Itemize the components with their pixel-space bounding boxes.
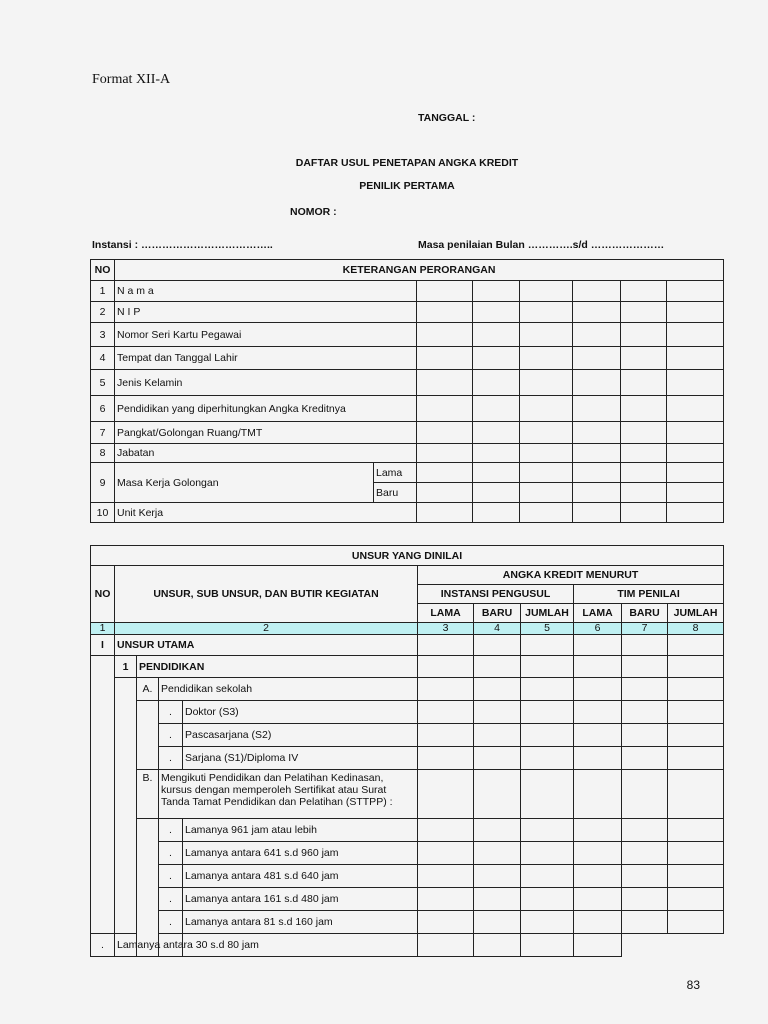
cell[interactable] [520, 396, 573, 422]
cell[interactable] [473, 422, 520, 444]
cell[interactable] [473, 396, 520, 422]
cell[interactable] [621, 370, 667, 396]
cell[interactable] [668, 724, 724, 747]
table-row [91, 347, 724, 370]
cell[interactable] [474, 656, 521, 678]
cell[interactable] [622, 656, 668, 678]
b-label: B. [137, 770, 159, 819]
index-cell: 3 [418, 623, 474, 635]
cell[interactable] [417, 463, 473, 483]
dot: . [91, 934, 115, 957]
cell[interactable] [473, 444, 520, 463]
cell[interactable] [521, 888, 574, 911]
index-cell: 4 [474, 623, 521, 635]
row-no: 5 [91, 370, 115, 396]
cell[interactable] [521, 934, 574, 957]
row-no: 10 [91, 503, 115, 523]
jumlah-header: JUMLAH [521, 604, 574, 623]
cell[interactable] [521, 747, 574, 770]
spacer-cell [115, 678, 137, 934]
row-label: Tempat dan Tanggal Lahir [115, 347, 417, 370]
cell[interactable] [574, 819, 622, 842]
cell[interactable] [668, 635, 724, 656]
b-item: Lamanya antara 30 s.d 80 jam [115, 934, 137, 957]
spacer-cell [137, 819, 159, 957]
cell[interactable] [667, 323, 724, 347]
cell[interactable] [520, 444, 573, 463]
cell[interactable] [574, 770, 622, 819]
cell[interactable] [668, 656, 724, 678]
cell[interactable] [417, 444, 473, 463]
cell[interactable] [668, 865, 724, 888]
row-no: 2 [91, 302, 115, 323]
cell[interactable] [622, 678, 668, 701]
table-row [91, 635, 724, 656]
table-row [91, 302, 724, 323]
cell[interactable] [520, 463, 573, 483]
cell[interactable] [418, 747, 474, 770]
baru-header: BARU [622, 604, 668, 623]
cell[interactable] [667, 463, 724, 483]
cell[interactable] [621, 444, 667, 463]
cell[interactable] [418, 724, 474, 747]
cell[interactable] [573, 302, 621, 323]
cell[interactable] [417, 370, 473, 396]
cell[interactable] [574, 701, 622, 724]
cell[interactable] [573, 370, 621, 396]
b-item: Lamanya antara 81 s.d 160 jam [183, 911, 418, 934]
b-text: Mengikuti Pendidikan dan Pelatihan Kedinasan, kursus dengan memperoleh Sertifikat atau Surat Tanda Tamat Pendidikan dan Pelatihan (STTPP) : [159, 770, 418, 819]
row-label: Pangkat/Golongan Ruang/TMT [115, 422, 417, 444]
row-label: Pendidikan yang diperhitungkan Angka Kreditnya [115, 396, 417, 422]
cell[interactable] [520, 370, 573, 396]
cell[interactable] [418, 888, 474, 911]
cell[interactable] [621, 422, 667, 444]
sub-label-lama: Lama [374, 463, 417, 483]
cell[interactable] [574, 635, 622, 656]
table-row [91, 865, 724, 888]
cell[interactable] [521, 911, 574, 934]
unsur-utama-label: UNSUR UTAMA [115, 635, 418, 656]
cell[interactable] [418, 678, 474, 701]
b-item: Lamanya 961 jam atau lebih [183, 819, 418, 842]
b-item: Lamanya antara 161 s.d 480 jam [183, 888, 418, 911]
cell[interactable] [573, 463, 621, 483]
table-row [91, 323, 724, 347]
cell[interactable] [474, 724, 521, 747]
dot: . [159, 888, 183, 911]
baru-header: BARU [474, 604, 521, 623]
index-cell: 5 [521, 623, 574, 635]
col-no-header: NO [91, 566, 115, 623]
table-row [91, 444, 724, 463]
table-row [91, 911, 724, 934]
col-unsur-header: UNSUR, SUB UNSUR, DAN BUTIR KEGIATAN [115, 566, 418, 623]
unsur-table [90, 545, 724, 957]
row-no: 3 [91, 323, 115, 347]
cell[interactable] [574, 934, 622, 957]
cell[interactable] [574, 842, 622, 865]
a-text: Pendidikan sekolah [159, 678, 418, 701]
index-cell: 1 [91, 623, 115, 635]
table-row [91, 396, 724, 422]
pendidikan-no: 1 [115, 656, 137, 678]
cell[interactable] [418, 819, 474, 842]
table-row [91, 770, 724, 819]
row-label: Jenis Kelamin [115, 370, 417, 396]
cell[interactable] [622, 747, 668, 770]
table-row [91, 463, 724, 483]
nomor-label: NOMOR : [290, 206, 337, 218]
cell[interactable] [418, 934, 474, 957]
dot: . [159, 911, 183, 934]
cell[interactable] [622, 865, 668, 888]
lama-header: LAMA [574, 604, 622, 623]
cell[interactable] [474, 678, 521, 701]
cell[interactable] [417, 503, 473, 523]
sub-label-baru: Baru [374, 483, 417, 503]
cell[interactable] [667, 302, 724, 323]
col-no-header: NO [91, 260, 115, 281]
cell[interactable] [574, 911, 622, 934]
cell[interactable] [622, 724, 668, 747]
cell[interactable] [474, 770, 521, 819]
a-item: Pascasarjana (S2) [183, 724, 418, 747]
angka-kredit-header: ANGKA KREDIT MENURUT [418, 566, 724, 585]
cell[interactable] [573, 281, 621, 302]
cell[interactable] [621, 347, 667, 370]
row-label: Nomor Seri Kartu Pegawai [115, 323, 417, 347]
cell[interactable] [521, 819, 574, 842]
cell[interactable] [521, 635, 574, 656]
cell[interactable] [521, 678, 574, 701]
row-label: Jabatan [115, 444, 417, 463]
table-row [91, 656, 724, 678]
cell[interactable] [667, 347, 724, 370]
cell[interactable] [622, 911, 668, 934]
cell[interactable] [521, 865, 574, 888]
cell[interactable] [418, 842, 474, 865]
dot: . [159, 747, 183, 770]
cell[interactable] [417, 323, 473, 347]
cell[interactable] [621, 281, 667, 302]
cell[interactable] [417, 422, 473, 444]
cell[interactable] [474, 934, 521, 957]
cell[interactable] [621, 503, 667, 523]
a-item: Doktor (S3) [183, 701, 418, 724]
table-row [91, 819, 724, 842]
cell[interactable] [473, 323, 520, 347]
cell[interactable] [667, 281, 724, 302]
cell[interactable] [520, 503, 573, 523]
table-row [91, 934, 724, 957]
cell[interactable] [418, 701, 474, 724]
cell[interactable] [667, 370, 724, 396]
cell[interactable] [573, 503, 621, 523]
cell[interactable] [473, 370, 520, 396]
cell[interactable] [521, 842, 574, 865]
table-row [91, 503, 724, 523]
dot: . [159, 865, 183, 888]
cell[interactable] [417, 302, 473, 323]
cell[interactable] [667, 483, 724, 503]
instansi-label: Instansi : ……………………………….. [92, 239, 273, 251]
cell[interactable] [473, 503, 520, 523]
cell[interactable] [474, 888, 521, 911]
cell[interactable] [668, 819, 724, 842]
b-item: Lamanya antara 481 s.d 640 jam [183, 865, 418, 888]
cell[interactable] [520, 347, 573, 370]
doc-title: DAFTAR USUL PENETAPAN ANGKA KREDIT [295, 157, 519, 169]
table-row [91, 370, 724, 396]
cell[interactable] [474, 747, 521, 770]
cell[interactable] [574, 747, 622, 770]
cell[interactable] [521, 770, 574, 819]
masa-penilaian-label: Masa penilaian Bulan ………….s/d ………………… [418, 239, 665, 251]
cell[interactable] [573, 323, 621, 347]
cell[interactable] [667, 503, 724, 523]
row-no: 7 [91, 422, 115, 444]
unsur-dinilai-header: UNSUR YANG DINILAI [91, 546, 724, 566]
cell[interactable] [668, 911, 724, 934]
cell[interactable] [521, 656, 574, 678]
row-label: N I P [115, 302, 417, 323]
cell[interactable] [622, 819, 668, 842]
table-row [91, 678, 724, 701]
table-row [91, 281, 724, 302]
cell[interactable] [418, 770, 474, 819]
dot: . [159, 819, 183, 842]
row-no: 4 [91, 347, 115, 370]
cell[interactable] [473, 302, 520, 323]
cell[interactable] [521, 724, 574, 747]
cell[interactable] [574, 865, 622, 888]
cell[interactable] [668, 747, 724, 770]
dot: . [159, 842, 183, 865]
index-cell: 7 [622, 623, 668, 635]
spacer-cell [137, 701, 159, 770]
cell[interactable] [622, 842, 668, 865]
cell[interactable] [520, 483, 573, 503]
cell[interactable] [473, 347, 520, 370]
cell[interactable] [418, 911, 474, 934]
index-cell: 6 [574, 623, 622, 635]
cell[interactable] [574, 678, 622, 701]
pendidikan-label: PENDIDIKAN [137, 656, 418, 678]
cell[interactable] [521, 701, 574, 724]
row-label: Masa Kerja Golongan [115, 463, 374, 503]
cell[interactable] [573, 444, 621, 463]
dot: . [159, 724, 183, 747]
a-item: Sarjana (S1)/Diploma IV [183, 747, 418, 770]
row-no: 8 [91, 444, 115, 463]
cell[interactable] [668, 701, 724, 724]
tim-penilai-header: TIM PENILAI [574, 585, 724, 604]
cell[interactable] [474, 635, 521, 656]
cell[interactable] [622, 888, 668, 911]
unsur-utama-no: I [91, 635, 115, 656]
cell[interactable] [574, 656, 622, 678]
cell[interactable] [622, 635, 668, 656]
cell[interactable] [474, 701, 521, 724]
cell[interactable] [474, 911, 521, 934]
table-row [91, 842, 724, 865]
index-cell: 2 [115, 623, 418, 635]
doc-subtitle: PENILIK PERTAMA [359, 180, 455, 192]
cell[interactable] [573, 396, 621, 422]
cell[interactable] [573, 422, 621, 444]
jumlah-header: JUMLAH [668, 604, 724, 623]
cell[interactable] [520, 422, 573, 444]
cell[interactable] [668, 842, 724, 865]
a-label: A. [137, 678, 159, 701]
cell[interactable] [668, 888, 724, 911]
cell[interactable] [417, 281, 473, 302]
row-no: 1 [91, 281, 115, 302]
table-row [91, 701, 724, 724]
cell[interactable] [473, 463, 520, 483]
spacer-cell [91, 656, 115, 934]
cell[interactable] [573, 483, 621, 503]
cell[interactable] [574, 888, 622, 911]
cell[interactable] [574, 724, 622, 747]
cell[interactable] [418, 635, 474, 656]
cell[interactable] [621, 302, 667, 323]
cell[interactable] [417, 347, 473, 370]
row-no: 9 [91, 463, 115, 503]
cell[interactable] [622, 770, 668, 819]
table-row [91, 724, 724, 747]
cell[interactable] [473, 483, 520, 503]
keterangan-table [90, 259, 724, 523]
cell[interactable] [474, 819, 521, 842]
tanggal-label: TANGGAL : [418, 112, 476, 124]
cell[interactable] [668, 770, 724, 819]
cell[interactable] [417, 483, 473, 503]
table-row [91, 888, 724, 911]
col-keterangan-header: KETERANGAN PERORANGAN [115, 260, 724, 281]
instansi-pengusul-header: INSTANSI PENGUSUL [418, 585, 574, 604]
cell[interactable] [520, 323, 573, 347]
dot: . [159, 701, 183, 724]
format-label: Format XII-A [92, 72, 171, 87]
cell[interactable] [418, 865, 474, 888]
cell[interactable] [668, 678, 724, 701]
index-cell: 8 [668, 623, 724, 635]
cell[interactable] [667, 422, 724, 444]
page-number: 83 [686, 978, 700, 992]
row-label: Unit Kerja [115, 503, 417, 523]
row-no: 6 [91, 396, 115, 422]
cell[interactable] [520, 302, 573, 323]
table-row [91, 422, 724, 444]
cell[interactable] [667, 396, 724, 422]
cell[interactable] [520, 281, 573, 302]
cell[interactable] [621, 323, 667, 347]
lama-header: LAMA [418, 604, 474, 623]
cell[interactable] [667, 444, 724, 463]
cell[interactable] [474, 865, 521, 888]
cell[interactable] [622, 701, 668, 724]
cell[interactable] [473, 281, 520, 302]
cell[interactable] [417, 396, 473, 422]
cell[interactable] [474, 842, 521, 865]
row-label: N a m a [115, 281, 417, 302]
cell[interactable] [621, 463, 667, 483]
b-item: Lamanya antara 641 s.d 960 jam [183, 842, 418, 865]
cell[interactable] [418, 656, 474, 678]
cell[interactable] [621, 396, 667, 422]
table-row [91, 747, 724, 770]
cell[interactable] [573, 347, 621, 370]
cell[interactable] [621, 483, 667, 503]
